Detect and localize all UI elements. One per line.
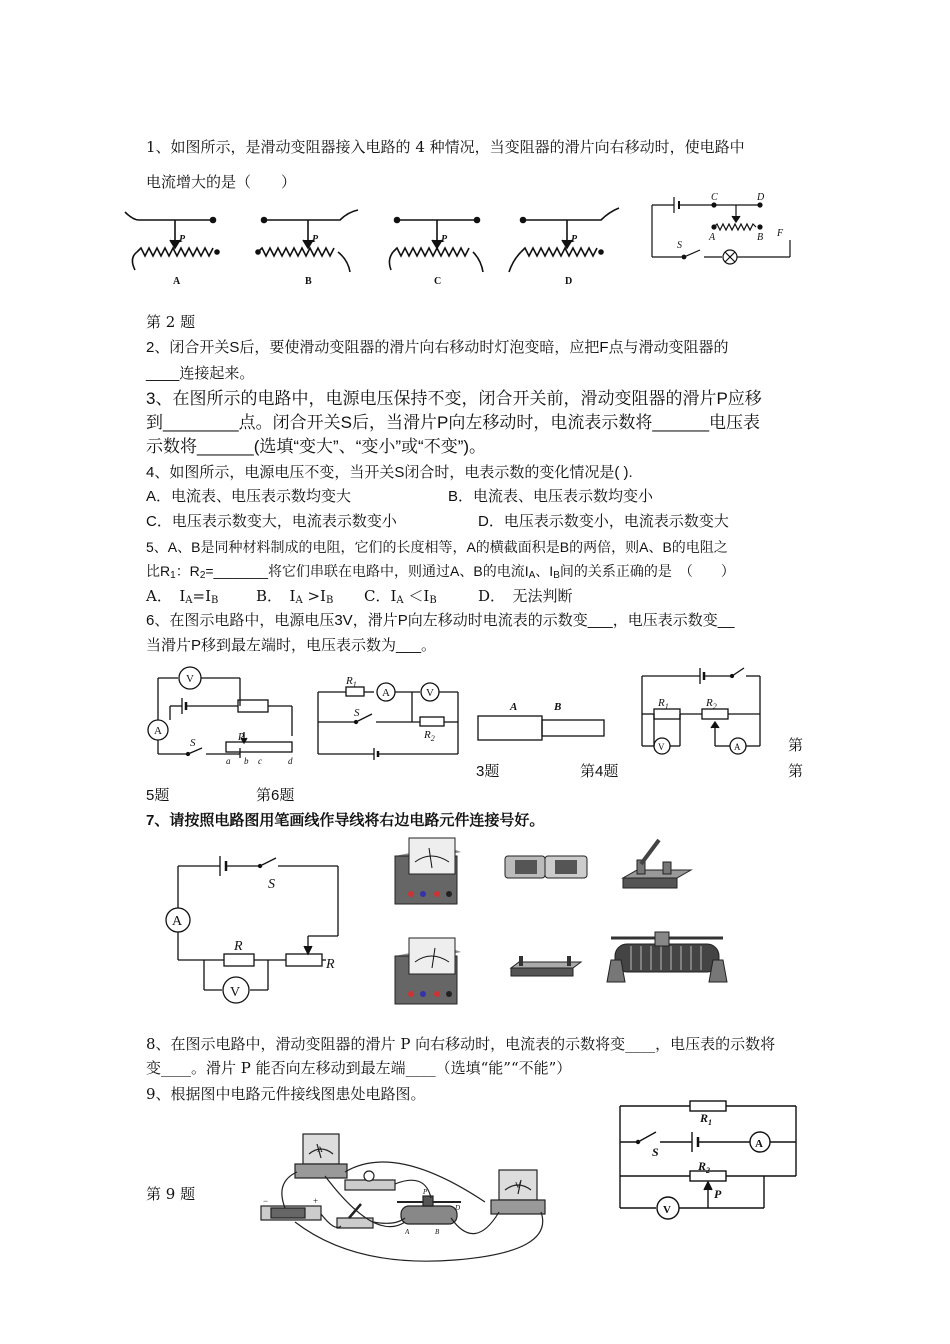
- caption-q6: 第6题: [256, 787, 295, 804]
- svg-text:S: S: [354, 707, 360, 719]
- q5-line2: 比$R_1$：$R_2=\_\_\_\_\_\_\_$将它们串联在电路中，则通过A、B的电流$I_A$、$I_B$间的关系正确的是 （ ）: [146, 563, 735, 581]
- q6-line2: 当滑片P移到最左端时，电压表示数为___。: [146, 637, 437, 654]
- q9-wiring-picture: [255, 1122, 575, 1272]
- q1-line2: 电流增大的是（ ）: [146, 173, 297, 191]
- voltmeter-device: [395, 938, 461, 1004]
- q4-option-a: A．电流表、电压表示数均变大: [146, 488, 352, 505]
- q1-figures: [125, 192, 815, 295]
- caption-q3: 3题: [476, 763, 500, 780]
- caption-di-2: 第: [788, 763, 804, 780]
- svg-text:V: V: [426, 687, 434, 699]
- svg-text:R: R: [326, 957, 335, 972]
- svg-text:V: V: [186, 673, 194, 685]
- label-d: D: [565, 276, 573, 287]
- q8-line2: 变____。滑片 P 能否向左移动到最左端____（选填“能”“不能”）: [146, 1059, 572, 1077]
- svg-text:D: D: [757, 192, 765, 203]
- q1-line1: 1、如图所示，是滑动变阻器接入电路的 4 种情况，当变阻器的滑片向右移动时，使电路中: [146, 138, 745, 156]
- q8-line1: 8、在图示电路中，滑动变阻器的滑片 P 向右移动时，电流表的示数将变____，电压表的示数将: [146, 1035, 776, 1053]
- svg-text:+: +: [313, 1196, 319, 1206]
- label-b: B: [305, 276, 312, 287]
- svg-text:D: D: [455, 1204, 461, 1212]
- rheostat-a: [125, 212, 219, 270]
- svg-text:B: B: [757, 232, 764, 243]
- q5-option-b: B． $I_A >I_B$: [256, 587, 334, 606]
- q6-line1: 6、在图示电路中，电源电压3V，滑片P向左移动时电流表的示数变___，电压表示数变__: [146, 612, 735, 629]
- svg-text:A: A: [510, 701, 518, 713]
- q3-line3: 示数将______(选填“变大”、“变小”或“不变”)。: [146, 437, 487, 456]
- figure-q3: [478, 716, 604, 740]
- svg-text:V: V: [230, 985, 241, 1000]
- svg-text:B: B: [435, 1228, 440, 1236]
- svg-text:C: C: [711, 192, 718, 203]
- svg-text:P: P: [571, 234, 578, 245]
- svg-text:R1: $R_1$: [700, 1111, 713, 1127]
- svg-text:A: A: [172, 914, 183, 929]
- svg-text:b: b: [244, 756, 249, 766]
- svg-text:A: A: [755, 1138, 763, 1150]
- q2-line1: 2、闭合开关S后，要使滑动变阻器的滑片向右移动时灯泡变暗，应把F点与滑动变阻器的: [146, 339, 729, 356]
- svg-text:S: S: [190, 737, 196, 749]
- svg-text:c: c: [258, 756, 262, 766]
- q7-text: 7、请按照电路图用笔画线作导线将右边电路元件连接号好。: [146, 812, 545, 829]
- q4-option-d: D．电压表示数变小，电流表示数变大: [478, 513, 729, 530]
- caption-q2: 第 2 题: [146, 313, 196, 331]
- q4-option-c: C．电压表示数变大，电流表示数变小: [146, 513, 397, 530]
- caption-q9: 第 9 题: [146, 1185, 196, 1203]
- battery-device: [505, 856, 587, 878]
- svg-text:P: P: [441, 234, 448, 245]
- svg-text:P: P: [714, 1187, 722, 1201]
- svg-text:−: −: [263, 1196, 269, 1206]
- switch-device: [623, 840, 691, 888]
- ammeter-device: [395, 838, 461, 904]
- svg-text:S: S: [652, 1145, 659, 1159]
- svg-text:A: A: [382, 687, 390, 699]
- resistor-device: [511, 956, 581, 976]
- svg-text:F: F: [777, 228, 784, 239]
- svg-text:V: V: [515, 1181, 521, 1190]
- rheostat-device: [607, 932, 727, 982]
- label-a: A: [173, 276, 181, 287]
- q4-line1: 4、如图所示，电源电压不变，当开关S闭合时，电表示数的变化情况是( ).: [146, 464, 633, 481]
- q5-option-a: A． $I_A=I_B$: [146, 587, 219, 606]
- svg-text:R1: $R_1$: [346, 675, 357, 689]
- q7-circuit: [160, 852, 350, 1002]
- svg-text:R2: $R_2$: [698, 1159, 711, 1175]
- q5-line1: 5、A、B是同种材料制成的电阻，它们的长度相等，A的横截面积是B的两倍，则A、B的电阻之: [146, 539, 728, 555]
- q4-option-b: B．电流表、电压表示数均变小: [448, 488, 654, 505]
- svg-text:P: P: [312, 234, 319, 245]
- svg-text:R1: $R_1$: [658, 697, 669, 711]
- svg-text:R2: $R_2$: [706, 697, 717, 711]
- q3-line2: 到________点。闭合开关S后，当滑片P向左移动时，电流表示数将______电压表: [146, 413, 761, 432]
- svg-text:V: V: [658, 742, 665, 752]
- svg-text:d: d: [288, 756, 293, 766]
- caption-q5: 5题: [146, 787, 170, 804]
- q3-line1: 3、在图所示的电路中，电源电压保持不变，闭合开关前，滑动变阻器的滑片P应移: [146, 389, 762, 408]
- svg-text:a: a: [226, 756, 231, 766]
- svg-text:S: S: [268, 877, 275, 892]
- svg-text:P: P: [423, 1188, 428, 1196]
- q7-components: [385, 832, 725, 1012]
- svg-text:A: A: [154, 725, 162, 737]
- svg-text:B: B: [554, 701, 562, 713]
- svg-text:A: A: [317, 1145, 323, 1154]
- svg-text:A: A: [405, 1228, 410, 1236]
- svg-text:A: A: [709, 232, 716, 243]
- q2-line2: ____连接起来。: [146, 365, 255, 382]
- caption-q4: 第4题: [580, 763, 619, 780]
- q5-option-c: C．$I_A <I_B$: [364, 587, 437, 606]
- svg-text:R: R: [234, 939, 243, 954]
- caption-di-1: 第: [788, 737, 804, 754]
- q5-option-d: D． 无法判断: [478, 587, 573, 605]
- q9-circuit: [612, 1098, 802, 1228]
- svg-text:V: V: [663, 1204, 671, 1216]
- svg-text:A: A: [734, 742, 741, 752]
- figure-q5: [148, 667, 292, 758]
- q9-text: 9、根据图中电路元件接线图患处电路图。: [146, 1085, 426, 1103]
- svg-text:S: S: [677, 240, 682, 251]
- label-c: C: [434, 276, 442, 287]
- label-p: P: [179, 234, 186, 245]
- svg-text:P: P: [238, 732, 245, 743]
- svg-text:R2: $R_2$: [424, 729, 435, 743]
